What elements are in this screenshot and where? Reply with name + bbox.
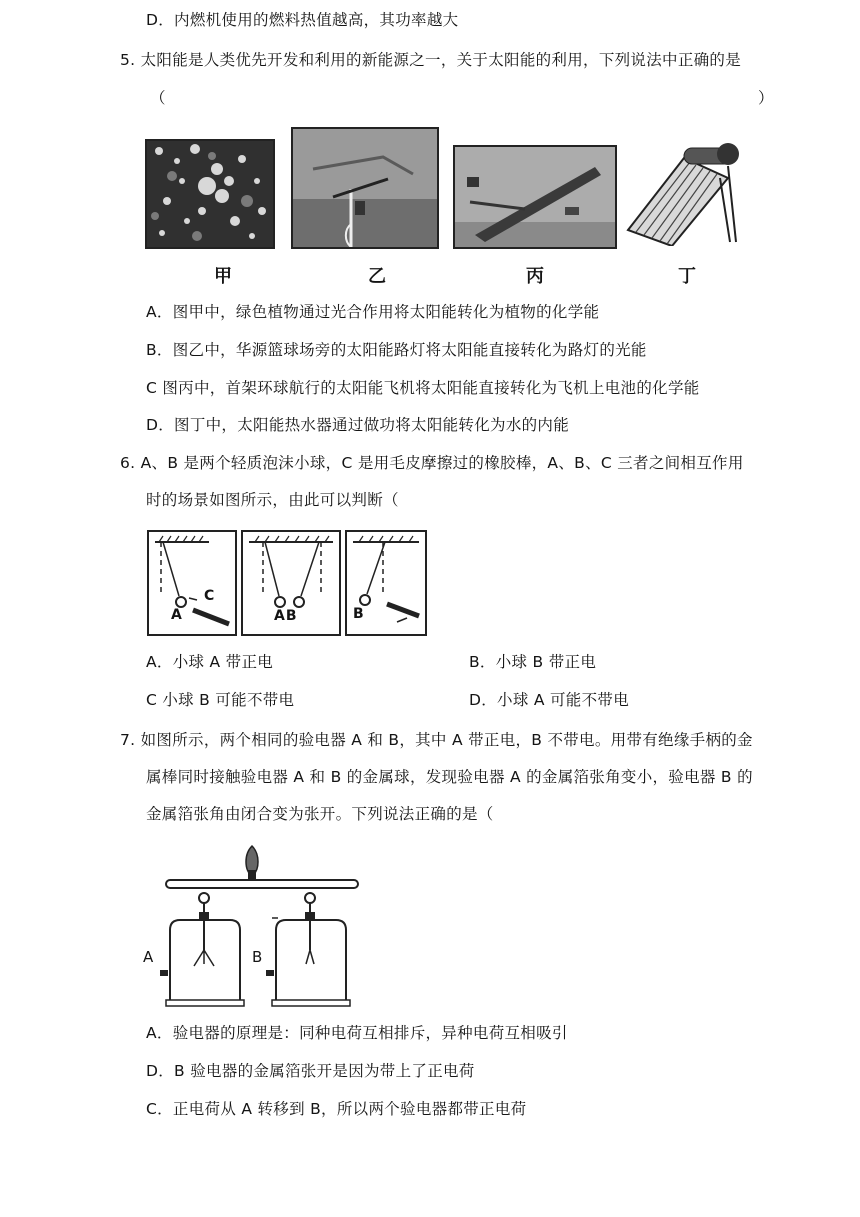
figure-ding-water-heater bbox=[624, 138, 744, 246]
q6-stem-line2: 时的场景如图所示，由此可以判断（ bbox=[146, 491, 399, 509]
figure-bing-solar-plane bbox=[453, 145, 617, 249]
q6-option-d: D．小球 A 可能不带电 bbox=[469, 691, 629, 709]
figure-jia-plants bbox=[145, 139, 275, 249]
figure-yi-street-lamp bbox=[291, 127, 439, 249]
q5-stem: 5. 太阳能是人类优先开发和利用的新能源之一，关于太阳能的利用，下列说法中正确的是 bbox=[120, 51, 742, 69]
q7-option-a: A．验电器的原理是：同种电荷互相排斥，异种电荷互相吸引 bbox=[146, 1024, 568, 1042]
q6-figure-panel-b-c bbox=[345, 530, 427, 636]
q6-figure-panel-a-b bbox=[241, 530, 341, 636]
q6-label-b: B bbox=[353, 606, 364, 622]
q6-option-a: A．小球 A 带正电 bbox=[146, 653, 274, 671]
caption-ding: 丁 bbox=[678, 266, 696, 287]
q7-stem-line3: 金属箔张角由闭合变为张开。下列说法正确的是（ bbox=[146, 805, 494, 823]
q6-option-b: B．小球 B 带正电 bbox=[469, 653, 597, 671]
q7-stem-line1: 7. 如图所示，两个相同的验电器 A 和 B，其中 A 带正电，B 不带电。用带有绝缘手柄的金 bbox=[120, 731, 753, 749]
q6-figure-panel-a-c bbox=[147, 530, 237, 636]
q7-electroscope-figure bbox=[140, 840, 365, 1010]
q5-option-b: B．图乙中，华源篮球场旁的太阳能路灯将太阳能直接转化为路灯的光能 bbox=[146, 341, 647, 359]
q7-option-c: C．正电荷从 A 转移到 B，所以两个验电器都带正电荷 bbox=[146, 1100, 527, 1118]
q7-option-b: D．B 验电器的金属箔张开是因为带上了正电荷 bbox=[146, 1062, 475, 1080]
q5-option-c: C 图丙中，首架环球航行的太阳能飞机将太阳能直接转化为飞机上电池的化学能 bbox=[146, 379, 700, 397]
caption-jia: 甲 bbox=[214, 266, 232, 287]
q6-option-c: C 小球 B 可能不带电 bbox=[146, 691, 295, 709]
q7-label-b: B bbox=[252, 948, 263, 966]
q5-option-a: A．图甲中，绿色植物通过光合作用将太阳能转化为植物的化学能 bbox=[146, 303, 600, 321]
q5-paren-close: ） bbox=[758, 89, 774, 107]
caption-yi: 乙 bbox=[368, 266, 386, 287]
q4-option-d: D．内燃机使用的燃料热值越高，其功率越大 bbox=[146, 11, 459, 29]
q6-label-a: A bbox=[171, 607, 182, 623]
q7-stem-line2: 属棒同时接触验电器 A 和 B 的金属球，发现验电器 A 的金属箔张角变小，验电器 B 的 bbox=[146, 768, 753, 786]
q5-paren-open: （ bbox=[150, 89, 166, 107]
q6-stem-line1: 6. A、B 是两个轻质泡沫小球，C 是用毛皮摩擦过的橡胶棒，A、B、C 三者之间相互作用 bbox=[120, 454, 744, 472]
q5-option-d: D．图丁中，太阳能热水器通过做功将太阳能转化为水的内能 bbox=[146, 416, 570, 434]
q6-label-c: C bbox=[204, 588, 215, 604]
caption-bing: 丙 bbox=[526, 266, 544, 287]
q7-label-a: A bbox=[143, 948, 154, 966]
q6-label-ab: AB bbox=[274, 608, 298, 624]
